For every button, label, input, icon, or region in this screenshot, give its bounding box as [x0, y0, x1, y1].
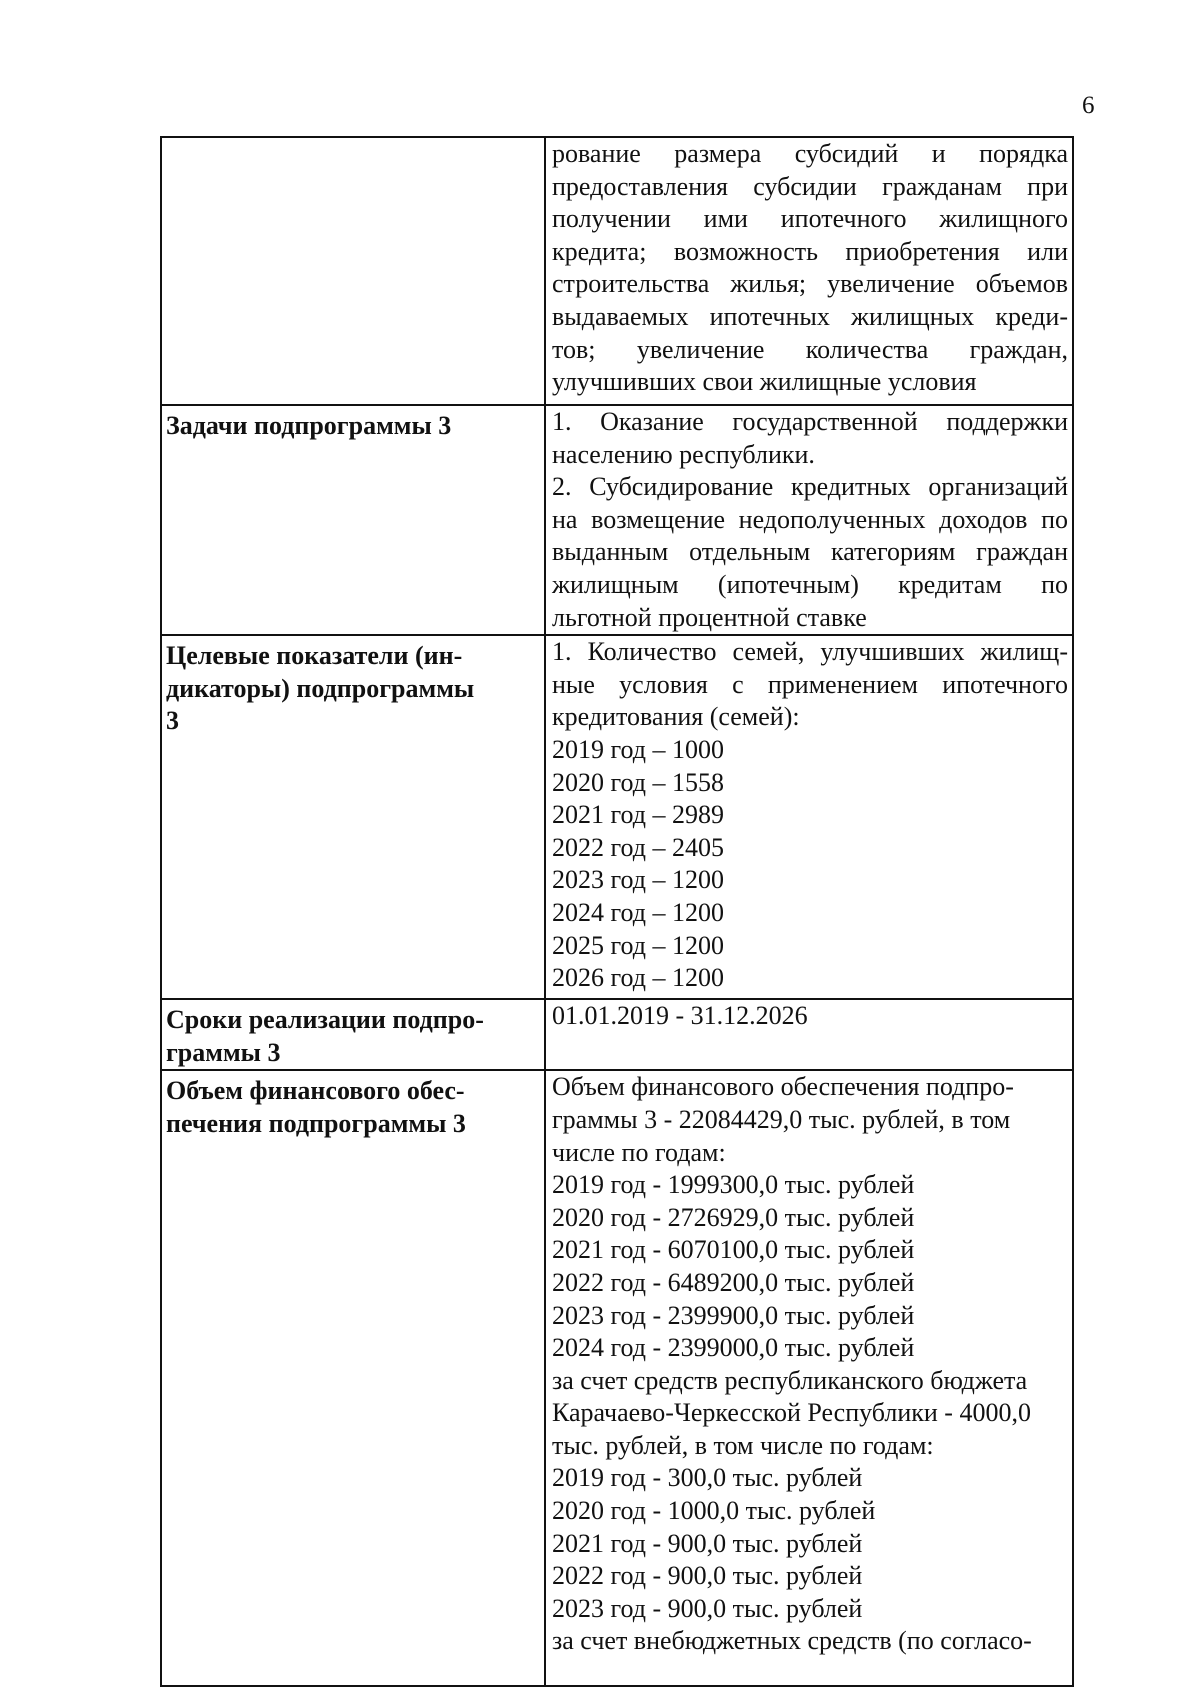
label-line: Целевые показатели (ин- [166, 641, 463, 671]
text-line: тыс. рублей, в том числе по годам: [552, 1430, 934, 1460]
table-row [161, 1070, 1073, 1686]
text-line: 2025 год – 1200 [552, 930, 724, 960]
text-line: выданным отдельным категориям граждан [552, 537, 1068, 567]
text-line: 2020 год - 1000,0 тыс. рублей [552, 1496, 876, 1526]
text-line: 1. Количество семей, улучшивших жилищ- [552, 637, 1068, 667]
text-line: кредита; возможность приобретения или [552, 236, 1068, 266]
text-line: 2020 год – 1558 [552, 767, 724, 797]
text-line: 2026 год – 1200 [552, 963, 724, 993]
text-line: жилищным (ипотечным) кредитам по [552, 569, 1068, 599]
subprogram-passport-table [160, 136, 1074, 1687]
text-line: за счет внебюджетных средств (по согласо- [552, 1626, 1032, 1656]
text-line: 2023 год - 900,0 тыс. рублей [552, 1593, 863, 1623]
text-line: кредитования (семей): [552, 702, 800, 732]
row-value-cell [545, 1070, 1073, 1686]
text-line: тов; увеличение количества граждан, [552, 334, 1068, 364]
text-line: 2019 год - 300,0 тыс. рублей [552, 1463, 863, 1493]
text-line: 2020 год - 2726929,0 тыс. рублей [552, 1202, 915, 1232]
text-line: Объем финансового обеспечения подпро- [552, 1072, 1014, 1102]
text-line: предоставления субсидии гражданам при [552, 171, 1068, 201]
row-value-cell [545, 999, 1073, 1070]
text-line: улучшивших свои жилищные условия [552, 367, 977, 397]
text-line: 2019 год - 1999300,0 тыс. рублей [552, 1170, 915, 1200]
text-line: Карачаево-Черкесской Республики - 4000,0 [552, 1398, 1031, 1428]
text-line: 2024 год - 2399000,0 тыс. рублей [552, 1333, 915, 1363]
text-line: рование размера субсидий и порядка [552, 139, 1068, 168]
text-line: населению республики. [552, 439, 815, 469]
row-label-cell [161, 635, 545, 999]
text-line: 2022 год - 900,0 тыс. рублей [552, 1561, 863, 1591]
text-line: 2023 год - 2399900,0 тыс. рублей [552, 1300, 915, 1330]
text-line: 2021 год – 2989 [552, 800, 724, 830]
text-line: 2022 год - 6489200,0 тыс. рублей [552, 1267, 915, 1297]
table-row [161, 635, 1073, 999]
text-line: выдаваемых ипотечных жилищных креди- [552, 301, 1068, 331]
text-line: 2. Субсидирование кредитных организаций [552, 472, 1068, 502]
label-line: Задачи подпрограммы 3 [166, 411, 452, 440]
text-line: 01.01.2019 - 31.12.2026 [552, 1001, 808, 1031]
row-value-cell [545, 405, 1073, 635]
text-line: строительства жилья; увеличение объемов [552, 269, 1068, 299]
page-number: 6 [1082, 92, 1095, 119]
table-row [161, 137, 1073, 405]
label-line: печения подпрограммы 3 [166, 1108, 466, 1138]
text-line: 2021 год - 6070100,0 тыс. рублей [552, 1235, 915, 1265]
text-line: получении ими ипотечного жилищного [552, 204, 1068, 234]
row-label-cell [161, 137, 545, 405]
label-line: 3 [166, 706, 179, 736]
text-line: на возмещение недополученных доходов по [552, 504, 1068, 534]
table-row [161, 405, 1073, 635]
label-line: граммы 3 [166, 1037, 281, 1067]
row-label-cell [161, 999, 545, 1070]
label-line: Объем финансового обес- [166, 1076, 465, 1106]
text-line: льготной процентной ставке [552, 602, 867, 632]
row-value-cell [545, 635, 1073, 999]
text-line: за счет средств республиканского бюджета [552, 1365, 1028, 1395]
label-line: Сроки реализации подпро- [166, 1005, 484, 1035]
text-line: 2019 год – 1000 [552, 734, 724, 764]
text-line: 1. Оказание государственной поддержки [552, 407, 1068, 436]
row-label-cell [161, 405, 545, 635]
text-line: 2022 год – 2405 [552, 832, 724, 862]
row-value-cell [545, 137, 1073, 405]
text-line: 2023 год – 1200 [552, 865, 724, 895]
table-row [161, 999, 1073, 1070]
text-line: числе по годам: [552, 1137, 726, 1167]
label-line: дикаторы) подпрограммы [166, 673, 475, 703]
text-line: ные условия с применением ипотечного [552, 669, 1068, 699]
text-line: 2024 год – 1200 [552, 897, 724, 927]
text-line: 2021 год - 900,0 тыс. рублей [552, 1528, 863, 1558]
text-line: граммы 3 - 22084429,0 тыс. рублей, в том [552, 1104, 1011, 1134]
row-label-cell [161, 1070, 545, 1686]
